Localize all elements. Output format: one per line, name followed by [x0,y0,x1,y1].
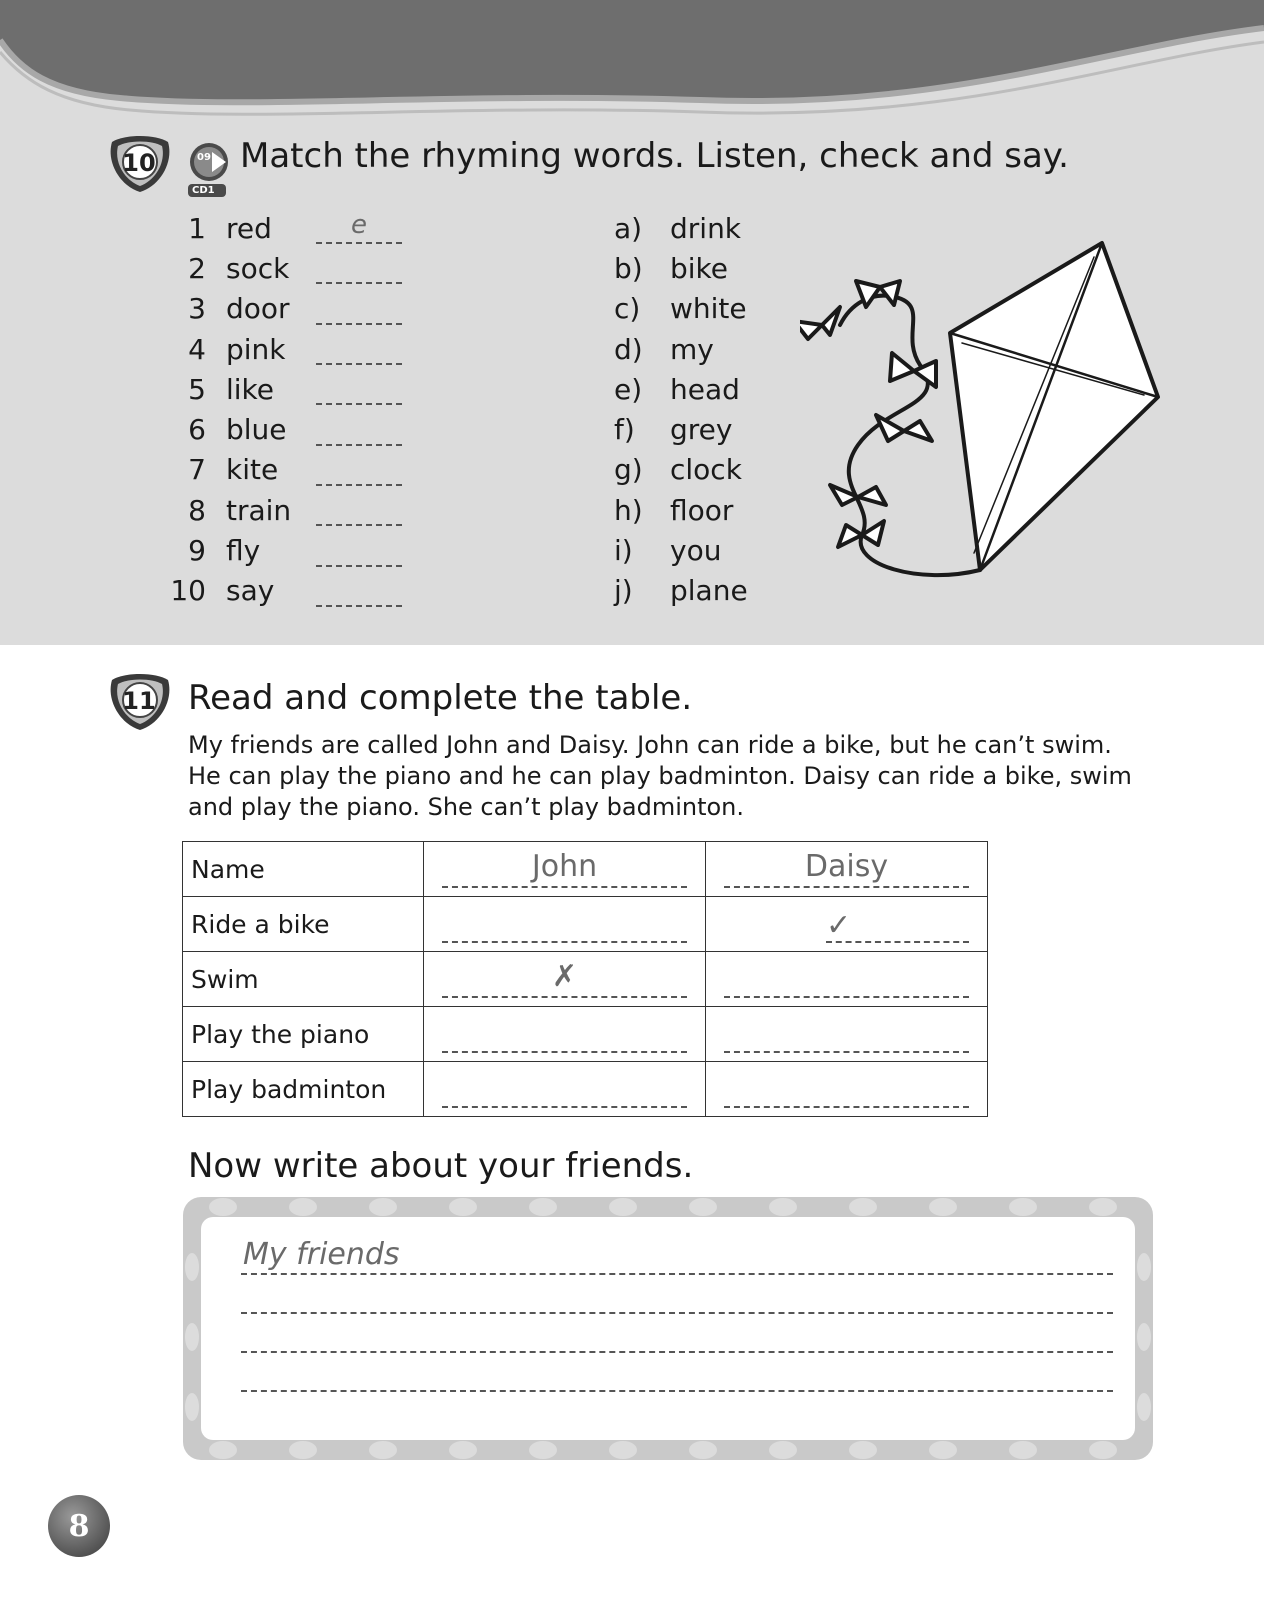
writing-line[interactable] [241,1312,1113,1314]
writing-line[interactable] [241,1273,1113,1275]
row-label: Play badminton [183,1062,424,1117]
exercise-number-badge [104,670,174,732]
list-item [168,248,402,288]
john-cell[interactable] [424,842,706,897]
exercise-11-instruction: Read and complete the table. [188,678,693,718]
option-letter: h) [614,493,643,527]
daisy-cell[interactable] [706,897,988,952]
item-number: 2 [188,251,206,285]
answer-blank[interactable] [724,1072,969,1108]
john-cell[interactable] [424,897,706,952]
table-row [183,952,988,1007]
list-item [168,289,402,329]
option-word: bike [670,251,728,285]
list-item [614,329,748,369]
item-number: 7 [188,453,206,487]
item-word: pink [226,332,286,366]
daisy-cell[interactable] [706,1062,988,1117]
list-item [614,409,748,449]
answer-blank[interactable] [316,454,402,486]
exercise-number-badge [104,132,174,194]
item-number: 3 [188,292,206,326]
list-item [168,208,402,248]
row-label: Play the piano [183,1007,424,1062]
answer-blank[interactable]: e [316,212,402,244]
item-number: 4 [188,332,206,366]
list-item [168,450,402,490]
exercise-10-instruction: Match the rhyming words. Listen, check and say. [240,136,1069,176]
option-word: grey [670,413,733,447]
list-item [168,530,402,570]
option-word: drink [670,211,742,245]
table-row [183,1062,988,1117]
header-wave [0,0,1264,130]
option-letter: b) [614,251,643,285]
item-number: 9 [188,534,206,568]
answer-blank[interactable] [826,907,969,943]
answer-blank[interactable] [316,373,402,405]
answer-blank[interactable]: John [442,852,687,888]
daisy-cell[interactable] [706,952,988,1007]
item-number: 1 [188,211,206,245]
option-word: white [670,292,747,326]
option-word: plane [670,574,748,608]
item-word: sock [226,251,290,285]
row-label: Name [183,842,424,897]
reading-paragraph: My friends are called John and Daisy. John can ride a bike, but he can’t swim. He can play the piano and he can play badminton. Daisy can ride a bike, swim and play the piano. She can’t play badminton. [188,731,1132,821]
answer-blank[interactable] [442,907,687,943]
answer-blank[interactable] [442,1017,687,1053]
option-letter: e) [614,372,643,406]
list-item [614,490,748,530]
list-item [614,369,748,409]
list-item [614,208,748,248]
list-item [614,289,748,329]
option-word: head [670,372,740,406]
item-number: 8 [188,493,206,527]
option-letter: j) [614,574,633,608]
list-item [614,571,748,611]
answer-blank[interactable] [316,333,402,365]
daisy-cell[interactable] [706,842,988,897]
list-item [168,409,402,449]
option-letter: a) [614,211,643,245]
answer-blank[interactable] [316,414,402,446]
writing-line[interactable] [241,1351,1113,1353]
answer-blank[interactable] [316,252,402,284]
answer-blank[interactable]: Daisy [724,852,969,888]
write-instruction: Now write about your friends. [188,1146,694,1186]
kite-illustration [800,235,1170,605]
list-item [168,329,402,369]
list-item [614,450,748,490]
daisy-cell[interactable] [706,1007,988,1062]
answer-blank[interactable] [316,535,402,567]
item-number: 6 [188,413,206,447]
item-word: say [226,574,275,608]
item-word: door [226,292,290,326]
list-item [614,248,748,288]
option-letter: d) [614,332,643,366]
option-word: floor [670,493,734,527]
abilities-table [182,841,988,1117]
exercise-number: 10 [122,149,156,177]
option-letter: f) [614,413,635,447]
option-word: my [670,332,714,366]
cd-track-number: 09 [197,152,211,163]
item-number: 10 [170,574,206,608]
cd-label: CD1 [192,185,215,196]
option-word: you [670,534,722,568]
rhyme-option-list [614,208,748,611]
item-word: train [226,493,292,527]
option-letter: i) [614,534,633,568]
list-item [168,490,402,530]
item-word: fly [226,534,261,568]
table-row [183,897,988,952]
answer-blank[interactable] [316,575,402,607]
table-row [183,842,988,897]
answer-blank[interactable] [316,293,402,325]
john-cell[interactable] [424,1007,706,1062]
check-mark: ✓ [826,908,852,943]
list-item [168,369,402,409]
option-letter: g) [614,453,643,487]
table-row [183,1007,988,1062]
writing-line[interactable] [241,1390,1113,1392]
item-word: like [226,372,275,406]
answer-blank[interactable] [442,1072,687,1108]
row-label: Ride a bike [183,897,424,952]
writing-box [183,1197,1153,1460]
row-label: Swim [183,952,424,1007]
page-number: 8 [48,1495,110,1557]
item-word: red [226,211,272,245]
option-letter: c) [614,292,641,326]
rhyme-word-list [168,208,402,611]
john-cell[interactable] [424,952,706,1007]
item-number: 5 [188,372,206,406]
list-item [614,530,748,570]
item-word: blue [226,413,287,447]
writing-start-text: My friends [243,1237,400,1272]
john-cell[interactable] [424,1062,706,1117]
answer-blank[interactable]: ✗ [442,962,687,998]
answer-blank[interactable] [724,962,969,998]
answer-blank[interactable] [316,494,402,526]
answer-blank[interactable] [724,1017,969,1053]
item-word: kite [226,453,279,487]
exercise-number: 11 [122,687,156,715]
list-item [168,571,402,611]
writing-area[interactable] [201,1217,1135,1440]
option-word: clock [670,453,742,487]
